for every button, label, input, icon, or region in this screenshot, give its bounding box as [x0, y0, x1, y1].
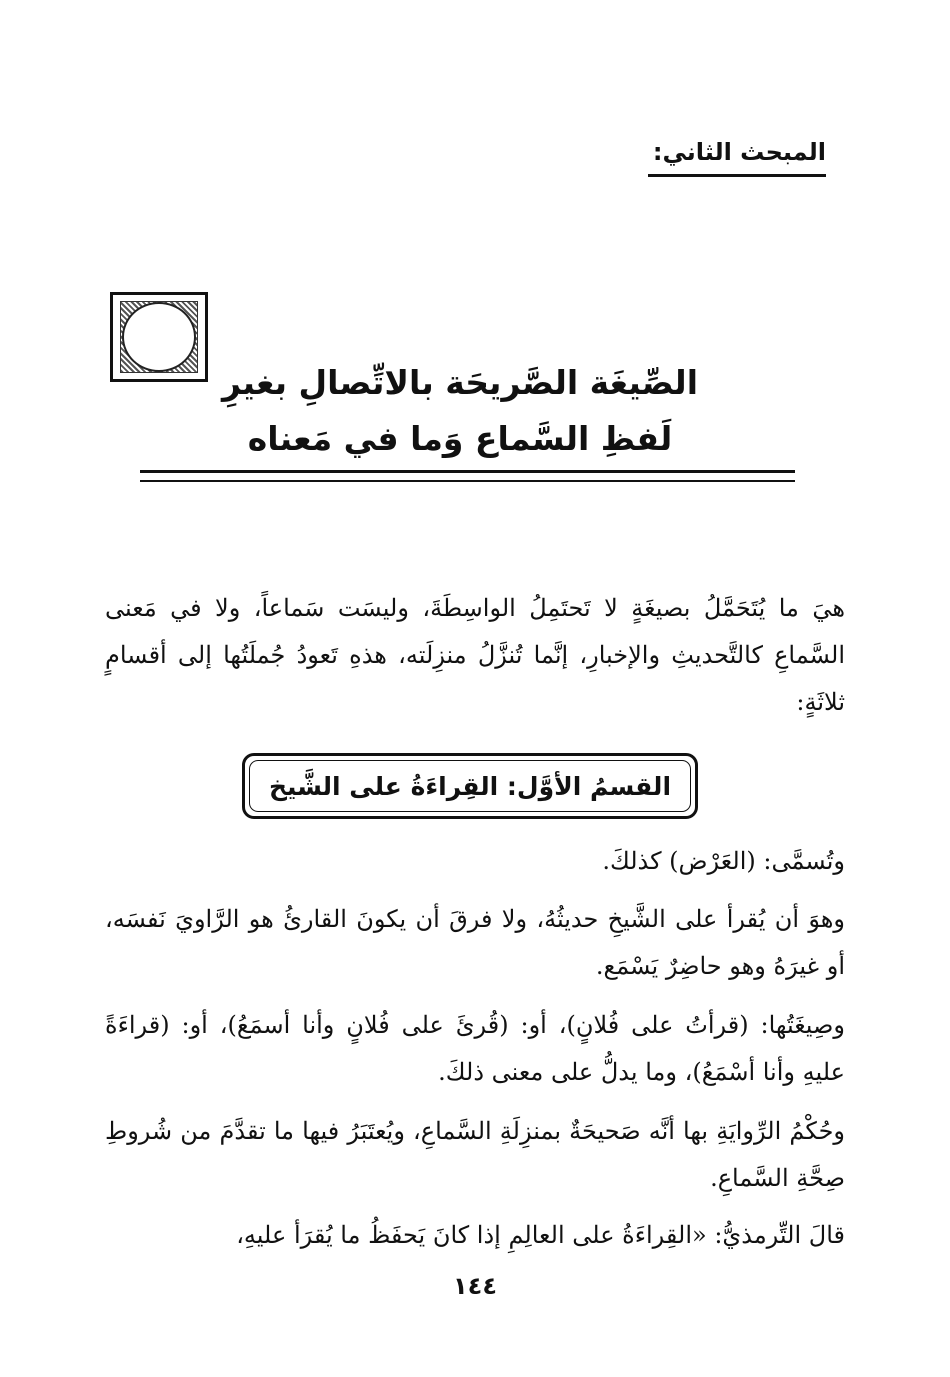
- chapter-title: الصِّيغَة الصَّريحَة بالاتِّصالِ بغيرِ لَفظِ السَّماع وَما في مَعناه: [221, 363, 699, 458]
- ornament-circle: [122, 302, 196, 372]
- forms-paragraph: وصِيغَتُها: (قرأتُ على فُلانٍ)، أو: (قُرئَ على فُلانٍ وأنا أسمَعُ)، أو: (قراءَةً عليهِ وأنا أسْمَعُ)، وما يدلُّ على معنى ذلكَ.: [105, 1011, 845, 1086]
- page-number: ١٤٤: [453, 1272, 497, 1300]
- section-label: المبحث الثاني:: [648, 138, 826, 177]
- intro-paragraph: هيَ ما يُتَحَمَّلُ بصيغَةٍ لا تَحتَمِلُ الواسِطَةَ، وليسَت سَماعاً، ولا في مَعنى السَّماعِ كالتَّحديثِ والإخبارِ، إنَّما تُنزَّلُ منزِلَته، هذهِ تَعودُ جُملَتُها إلى أقسامٍ ثلاثَةٍ:: [105, 594, 845, 716]
- ruling-paragraph: وحُكْمُ الرِّوايَةِ بها أنَّه صَحيحَةٌ بمنزِلَةِ السَّماعِ، ويُعتَبَرُ فيها ما تقدَّمَ من شُروطِ صِحَّةِ السَّماعِ.: [105, 1117, 845, 1192]
- naming-paragraph: وتُسمَّى: (العَرْض) كذلكَ.: [602, 847, 845, 875]
- title-rule-bottom: [140, 480, 795, 482]
- part-heading: القسمُ الأوَّل: القِراءَةُ على الشَّيخ: [249, 760, 691, 812]
- title-rule-top: [140, 470, 795, 473]
- definition-paragraph: وهوَ أن يُقرأ على الشَّيخِ حديثُهُ، ولا فرقَ أن يكونَ القارئُ هو الرَّاويَ نَفسَه، أو غيرَهُ وهو حاضِرٌ يَسْمَع.: [105, 905, 845, 980]
- quote-paragraph: قالَ التِّرمذيُّ: «القِراءَةُ على العالِمِ إذا كانَ يَحفَظُ ما يُقرَأ عليهِ،: [236, 1221, 845, 1249]
- decorative-ornament-icon: [110, 292, 208, 382]
- ornament-hatching: [120, 301, 198, 373]
- part-heading-frame: [242, 753, 698, 819]
